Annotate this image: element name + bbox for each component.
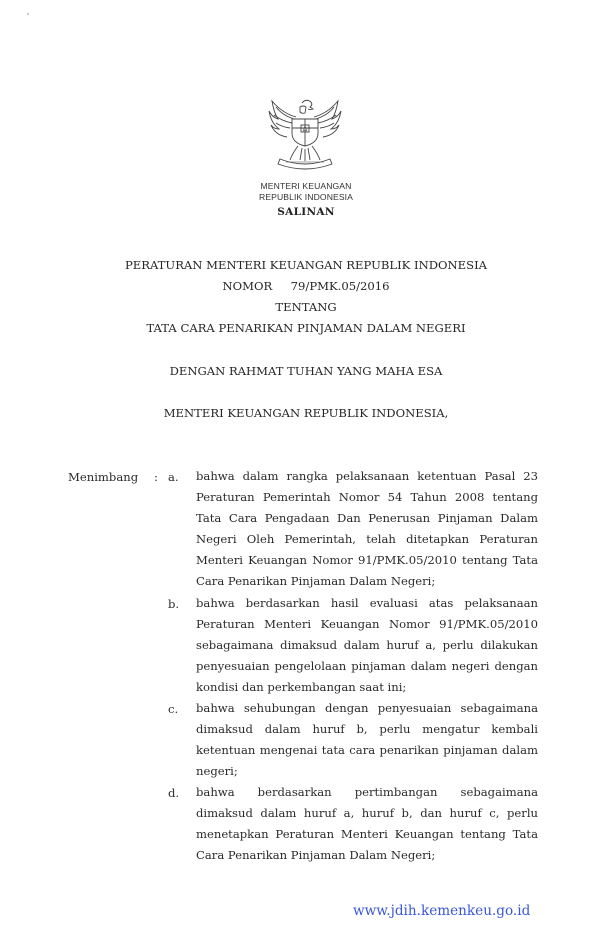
considering-item-a — [196, 466, 538, 592]
text-line: Negeri Oleh Pemerintah, telah ditetapkan Peraturan — [196, 532, 538, 546]
regulation-about-label: TENTANG — [275, 300, 337, 314]
text-line: dimaksud dalam huruf b, perlu mengatur kembali — [196, 722, 538, 736]
regulation-number: NOMOR 79/PMK.05/2016 — [222, 279, 390, 293]
text-line: sebagaimana dimaksud dalam huruf a, perlu dilakukan — [196, 638, 538, 652]
text-line: Cara Penarikan Pinjaman Dalam Negeri; — [196, 574, 436, 588]
text-line: Peraturan Menteri Keuangan Nomor 91/PMK.05/2010 — [196, 617, 538, 631]
text-line: dimaksud dalam huruf a, huruf b, dan huruf c, perlu — [196, 806, 538, 820]
text-line: menetapkan Peraturan Menteri Keuangan tentang Tata — [196, 827, 538, 841]
text-line: negeri; — [196, 764, 238, 778]
item-letter-b: b. — [168, 597, 180, 611]
ministry-name-line1: MENTERI KEUANGAN — [260, 181, 352, 191]
item-letter-d: d. — [168, 786, 180, 800]
item-letter-c: c. — [168, 702, 179, 716]
text-line: bahwa berdasarkan pertimbangan sebagaimana — [196, 785, 538, 799]
issuing-authority: MENTERI KEUANGAN REPUBLIK INDONESIA, — [163, 406, 449, 420]
considering-item-b — [196, 593, 538, 698]
item-letter-a: a. — [168, 470, 179, 484]
considering-item-d — [196, 782, 538, 866]
text-line: bahwa sehubungan dengan penyesuaian sebagaimana — [196, 701, 538, 715]
ministry-name-line2: REPUBLIK INDONESIA — [259, 192, 353, 202]
text-line: ketentuan mengenai tata cara penarikan pinjaman dalam — [196, 743, 538, 757]
text-line: kondisi dan perkembangan saat ini; — [196, 680, 407, 694]
garuda-emblem-icon — [262, 95, 348, 175]
scan-speck — [27, 13, 29, 15]
text-line: penyesuaian pengelolaan pinjaman dalam negeri dengan — [196, 659, 538, 673]
text-line: bahwa berdasarkan hasil evaluasi atas pelaksanaan — [196, 596, 538, 610]
jdih-website-link[interactable]: www.jdih.kemenkeu.go.id — [353, 903, 531, 919]
invocation: DENGAN RAHMAT TUHAN YANG MAHA ESA — [169, 364, 443, 378]
text-line: bahwa dalam rangka pelaksanaan ketentuan Pasal 23 — [196, 469, 538, 483]
text-line: Cara Penarikan Pinjaman Dalam Negeri; — [196, 848, 436, 862]
considering-colon: : — [154, 470, 158, 484]
copy-stamp: SALINAN — [277, 206, 335, 218]
text-line: Menteri Keuangan Nomor 91/PMK.05/2010 tentang Tata — [196, 553, 538, 567]
text-line: Peraturan Pemerintah Nomor 54 Tahun 2008 tentang — [196, 490, 538, 504]
regulation-subject: TATA CARA PENARIKAN PINJAMAN DALAM NEGERI — [146, 321, 466, 335]
regulation-title: PERATURAN MENTERI KEUANGAN REPUBLIK INDONESIA — [124, 258, 488, 272]
text-line: Tata Cara Pengadaan Dan Penerusan Pinjaman Dalam — [196, 511, 538, 525]
considering-item-c — [196, 698, 538, 782]
considering-label: Menimbang — [68, 470, 139, 484]
